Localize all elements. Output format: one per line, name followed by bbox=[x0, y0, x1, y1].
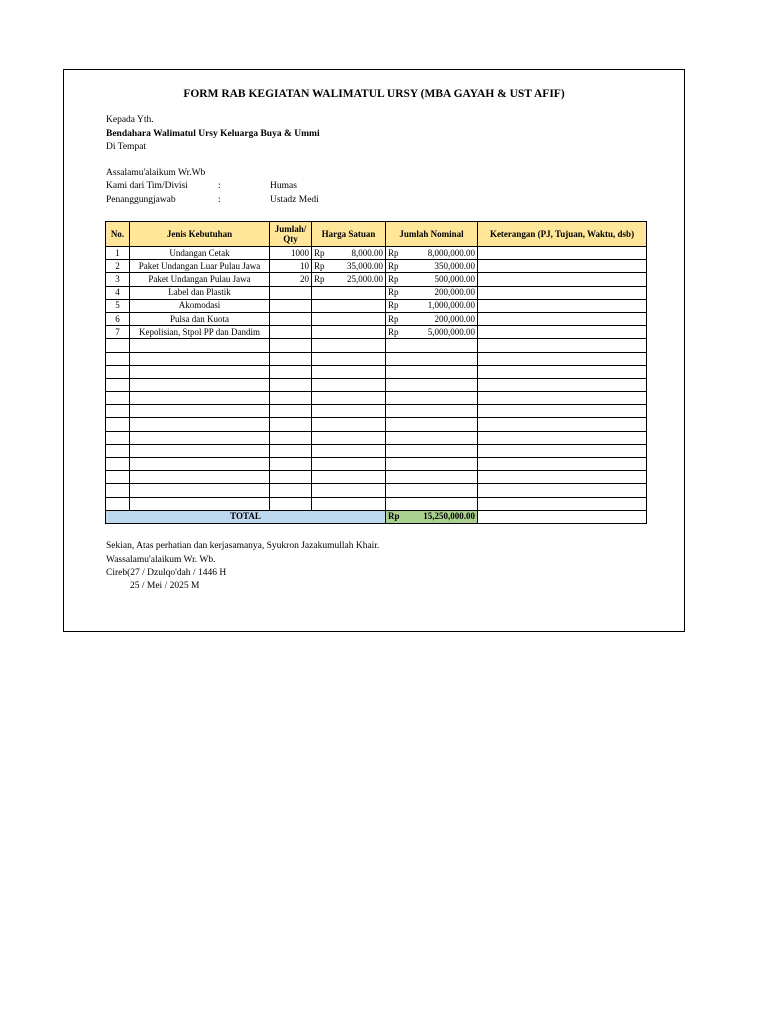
empty-cell bbox=[106, 339, 130, 352]
header-qty: Jumlah/ Qty bbox=[270, 222, 312, 247]
table-row-empty bbox=[106, 392, 647, 405]
info-division-label: Kami dari Tim/Divisi bbox=[106, 181, 188, 191]
info-division-colon: : bbox=[218, 181, 221, 191]
table-row-empty bbox=[106, 378, 647, 391]
empty-cell bbox=[478, 431, 647, 444]
currency-label: Rp bbox=[388, 313, 399, 324]
header-harga: Harga Satuan bbox=[312, 222, 386, 247]
cell-ket bbox=[478, 326, 647, 339]
empty-cell bbox=[106, 471, 130, 484]
empty-cell bbox=[106, 418, 130, 431]
empty-cell bbox=[386, 392, 478, 405]
nominal-value: 8,000,000.00 bbox=[427, 247, 475, 258]
empty-cell bbox=[312, 418, 386, 431]
currency-label: Rp bbox=[388, 273, 399, 284]
empty-cell bbox=[478, 365, 647, 378]
empty-cell bbox=[270, 365, 312, 378]
header-jenis: Jenis Kebutuhan bbox=[130, 222, 270, 247]
empty-cell bbox=[106, 392, 130, 405]
empty-cell bbox=[386, 497, 478, 510]
empty-cell bbox=[130, 392, 270, 405]
empty-cell bbox=[130, 431, 270, 444]
currency-label: Rp bbox=[388, 300, 399, 311]
empty-cell bbox=[478, 339, 647, 352]
empty-cell bbox=[270, 458, 312, 471]
cell-jenis: Label dan Plastik bbox=[130, 286, 270, 299]
empty-cell bbox=[386, 418, 478, 431]
empty-cell bbox=[478, 484, 647, 497]
table-row bbox=[106, 260, 647, 273]
empty-cell bbox=[386, 484, 478, 497]
cell-jenis: Undangan Cetak bbox=[130, 247, 270, 260]
empty-cell bbox=[386, 444, 478, 457]
empty-cell bbox=[312, 405, 386, 418]
empty-cell bbox=[386, 431, 478, 444]
empty-cell bbox=[130, 339, 270, 352]
nominal-value: 1,000,000.00 bbox=[427, 300, 475, 311]
empty-cell bbox=[478, 418, 647, 431]
nominal-value: 200,000.00 bbox=[434, 287, 475, 298]
cell-no: 3 bbox=[106, 273, 130, 286]
empty-cell bbox=[312, 458, 386, 471]
table-row bbox=[106, 312, 647, 325]
cell-no: 6 bbox=[106, 312, 130, 325]
cell-jenis: Paket Undangan Pulau Jawa bbox=[130, 273, 270, 286]
greeting: Assalamu'alaikum Wr.Wb bbox=[106, 168, 206, 178]
empty-cell bbox=[270, 497, 312, 510]
currency-label: Rp bbox=[388, 247, 399, 258]
empty-cell bbox=[270, 431, 312, 444]
cell-nominal bbox=[386, 326, 478, 339]
table-row bbox=[106, 247, 647, 260]
empty-cell bbox=[106, 352, 130, 365]
empty-cell bbox=[478, 352, 647, 365]
cell-qty: 20 bbox=[270, 273, 312, 286]
cell-no: 1 bbox=[106, 247, 130, 260]
document-title: FORM RAB KEGIATAN WALIMATUL URSY (MBA GAYAH & UST AFIF) bbox=[183, 88, 565, 100]
closing-line-3: Cireb(27 / Dzulqo'dah / 1446 H bbox=[106, 568, 227, 578]
nominal-value: 500,000.00 bbox=[434, 273, 475, 284]
cell-nominal bbox=[386, 247, 478, 260]
info-pic-label: Penanggungjawab bbox=[106, 195, 176, 205]
empty-cell bbox=[130, 378, 270, 391]
harga-value: 35,000.00 bbox=[347, 260, 383, 271]
cell-ket bbox=[478, 312, 647, 325]
header-no: No. bbox=[106, 222, 130, 247]
total-ket-cell bbox=[478, 510, 647, 523]
empty-cell bbox=[386, 352, 478, 365]
nominal-value: 350,000.00 bbox=[434, 260, 475, 271]
info-division-value: Humas bbox=[270, 181, 297, 191]
currency-label: Rp bbox=[388, 511, 400, 522]
closing-line-4: 25 / Mei / 2025 M bbox=[130, 581, 200, 591]
table-row bbox=[106, 326, 647, 339]
empty-cell bbox=[478, 497, 647, 510]
closing-line-1: Sekian, Atas perhatian dan kerjasamanya, Syukron Jazakumullah Khair. bbox=[106, 541, 380, 551]
table-row bbox=[106, 299, 647, 312]
table-row-empty bbox=[106, 471, 647, 484]
table-row bbox=[106, 273, 647, 286]
table-row-empty bbox=[106, 365, 647, 378]
empty-cell bbox=[478, 444, 647, 457]
empty-cell bbox=[106, 405, 130, 418]
empty-cell bbox=[478, 458, 647, 471]
table-row-empty bbox=[106, 405, 647, 418]
empty-cell bbox=[270, 444, 312, 457]
currency-label: Rp bbox=[314, 247, 325, 258]
empty-cell bbox=[130, 405, 270, 418]
cell-qty bbox=[270, 299, 312, 312]
empty-cell bbox=[386, 458, 478, 471]
cell-jenis: Pulsa dan Kuota bbox=[130, 312, 270, 325]
info-pic-colon: : bbox=[218, 195, 221, 205]
closing-line-2: Wassalamu'alaikum Wr. Wb. bbox=[106, 555, 216, 565]
total-row bbox=[106, 510, 647, 523]
empty-cell bbox=[312, 484, 386, 497]
empty-cell bbox=[130, 471, 270, 484]
nominal-value: 200,000.00 bbox=[434, 313, 475, 324]
info-division bbox=[106, 181, 406, 191]
empty-cell bbox=[386, 405, 478, 418]
table-row-empty bbox=[106, 352, 647, 365]
cell-harga bbox=[312, 247, 386, 260]
harga-value: 25,000.00 bbox=[347, 273, 383, 284]
cell-jenis: Paket Undangan Luar Pulau Jawa bbox=[130, 260, 270, 273]
cell-harga bbox=[312, 312, 386, 325]
empty-cell bbox=[270, 352, 312, 365]
table-row-empty bbox=[106, 418, 647, 431]
empty-cell bbox=[106, 365, 130, 378]
empty-cell bbox=[270, 378, 312, 391]
empty-cell bbox=[478, 392, 647, 405]
info-pic bbox=[106, 195, 406, 205]
empty-cell bbox=[270, 471, 312, 484]
empty-cell bbox=[478, 405, 647, 418]
cell-jenis: Kepolisian, Stpol PP dan Dandim bbox=[130, 326, 270, 339]
cell-qty bbox=[270, 312, 312, 325]
empty-cell bbox=[130, 444, 270, 457]
nominal-value: 5,000,000.00 bbox=[427, 326, 475, 337]
cell-ket bbox=[478, 273, 647, 286]
empty-cell bbox=[386, 339, 478, 352]
table-row-empty bbox=[106, 444, 647, 457]
empty-cell bbox=[312, 431, 386, 444]
empty-cell bbox=[386, 378, 478, 391]
document-page bbox=[63, 69, 685, 632]
cell-qty: 10 bbox=[270, 260, 312, 273]
empty-cell bbox=[312, 378, 386, 391]
cell-harga bbox=[312, 286, 386, 299]
empty-cell bbox=[270, 392, 312, 405]
table-row-empty bbox=[106, 431, 647, 444]
table-row-empty bbox=[106, 458, 647, 471]
currency-label: Rp bbox=[388, 260, 399, 271]
empty-cell bbox=[130, 418, 270, 431]
empty-cell bbox=[312, 392, 386, 405]
cell-nominal bbox=[386, 312, 478, 325]
table-row bbox=[106, 286, 647, 299]
table-row-empty bbox=[106, 497, 647, 510]
recipient-line-1: Kepada Yth. bbox=[106, 115, 154, 125]
recipient-line-2: Bendahara Walimatul Ursy Keluarga Buya & Ummi bbox=[106, 129, 320, 139]
currency-label: Rp bbox=[314, 260, 325, 271]
info-pic-value: Ustadz Medi bbox=[270, 195, 319, 205]
empty-cell bbox=[386, 471, 478, 484]
table-row-empty bbox=[106, 484, 647, 497]
empty-cell bbox=[270, 339, 312, 352]
empty-cell bbox=[130, 365, 270, 378]
empty-cell bbox=[130, 458, 270, 471]
empty-cell bbox=[312, 339, 386, 352]
cell-nominal bbox=[386, 286, 478, 299]
empty-cell bbox=[478, 471, 647, 484]
total-amount bbox=[386, 510, 478, 523]
cell-ket bbox=[478, 286, 647, 299]
recipient-line-3: Di Tempat bbox=[106, 142, 147, 152]
empty-cell bbox=[312, 444, 386, 457]
empty-cell bbox=[270, 484, 312, 497]
table-row-empty bbox=[106, 339, 647, 352]
cell-no: 2 bbox=[106, 260, 130, 273]
empty-cell bbox=[478, 378, 647, 391]
cell-no: 5 bbox=[106, 299, 130, 312]
cell-harga bbox=[312, 260, 386, 273]
empty-cell bbox=[386, 365, 478, 378]
cell-harga bbox=[312, 299, 386, 312]
cell-no: 4 bbox=[106, 286, 130, 299]
cell-ket bbox=[478, 299, 647, 312]
cell-nominal bbox=[386, 260, 478, 273]
empty-cell bbox=[312, 352, 386, 365]
cell-no: 7 bbox=[106, 326, 130, 339]
header-nominal: Jumlah Nominal bbox=[386, 222, 478, 247]
empty-cell bbox=[312, 497, 386, 510]
empty-cell bbox=[106, 431, 130, 444]
empty-cell bbox=[106, 484, 130, 497]
harga-value: 8,000.00 bbox=[351, 247, 383, 258]
empty-cell bbox=[106, 497, 130, 510]
cell-nominal bbox=[386, 299, 478, 312]
cell-harga bbox=[312, 273, 386, 286]
currency-label: Rp bbox=[388, 326, 399, 337]
currency-label: Rp bbox=[314, 273, 325, 284]
empty-cell bbox=[270, 405, 312, 418]
cell-harga bbox=[312, 326, 386, 339]
cell-qty bbox=[270, 286, 312, 299]
table-header-row bbox=[106, 222, 647, 247]
total-label: TOTAL bbox=[106, 510, 386, 523]
cell-ket bbox=[478, 247, 647, 260]
empty-cell bbox=[270, 418, 312, 431]
cell-qty bbox=[270, 326, 312, 339]
cell-nominal bbox=[386, 273, 478, 286]
total-value: 15,250,000.00 bbox=[423, 511, 475, 522]
cell-ket bbox=[478, 260, 647, 273]
empty-cell bbox=[130, 484, 270, 497]
empty-cell bbox=[130, 352, 270, 365]
table-body bbox=[106, 247, 647, 524]
budget-table bbox=[105, 221, 647, 524]
header-ket: Keterangan (PJ, Tujuan, Waktu, dsb) bbox=[478, 222, 647, 247]
empty-cell bbox=[106, 444, 130, 457]
empty-cell bbox=[312, 365, 386, 378]
empty-cell bbox=[106, 458, 130, 471]
cell-qty: 1000 bbox=[270, 247, 312, 260]
cell-jenis: Akomodasi bbox=[130, 299, 270, 312]
currency-label: Rp bbox=[388, 287, 399, 298]
empty-cell bbox=[106, 378, 130, 391]
empty-cell bbox=[312, 471, 386, 484]
empty-cell bbox=[130, 497, 270, 510]
